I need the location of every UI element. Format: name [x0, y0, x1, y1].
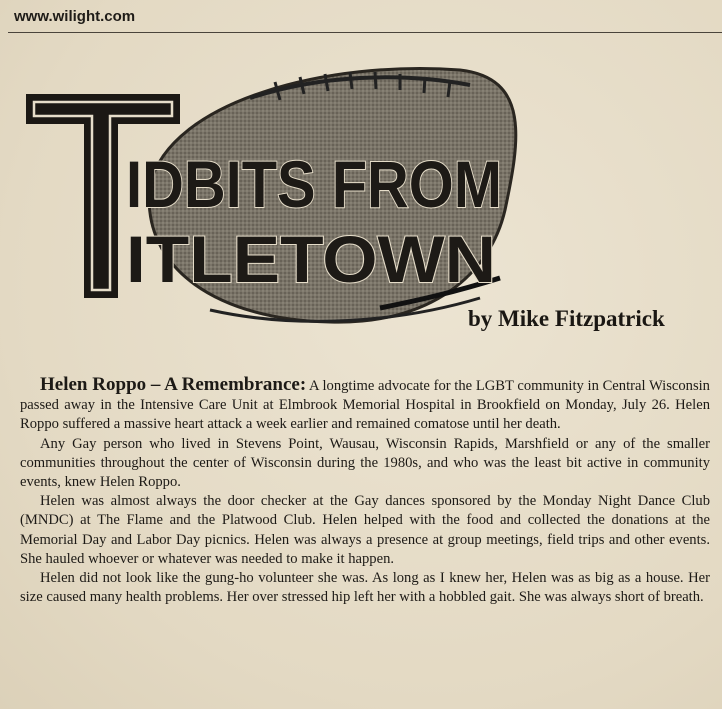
article-body — [20, 375, 710, 607]
article-paragraph: Helen did not look like the gung-ho volunteer she was. As long as I knew her, Helen was as big as a house. Her size caused many health problems. Her over stressed hip left her with a hobbled gait. She was always short of breath. — [20, 570, 710, 606]
article-paragraph: Any Gay person who lived in Stevens Point, Wausau, Wisconsin Rapids, Marshfield or any of the smaller communities throughout the center of Wisconsin during the 1980s, and who was the least bit active in community events, knew Helen Roppo. — [20, 435, 710, 491]
title-line-1: IDBITS FROM — [126, 147, 502, 221]
site-url: www.wilight.com — [14, 8, 136, 25]
header-rule — [8, 32, 722, 33]
title-line-2: ITLETOWN — [126, 222, 496, 296]
byline: by Mike Fitzpatrick — [468, 306, 665, 331]
lead-paragraph — [20, 375, 710, 435]
article-paragraph: Helen was almost always the door checker at the Gay dances sponsored by the Monday Night Dance Club (MNDC) at The Flame and the Platwood Club. Helen helped with the food and collected the donations at the Memorial Day and Labor Day picnics. Helen was always a presence at group meetings, field trips and other events. She hauled whoever or whatever was needed to make it happen. — [20, 493, 710, 567]
lead-text: A longtime advocate for the LGBT community in Central Wisconsin passed away in the Intensive Care Unit at Elmbrook Memorial Hospital in Brookfield on Monday, July 26. Helen Roppo suffered a massive heart attack a week earlier and remained comatose until her death. — [20, 378, 710, 433]
article-headline: Helen Roppo – A Remembrance: — [40, 374, 307, 395]
